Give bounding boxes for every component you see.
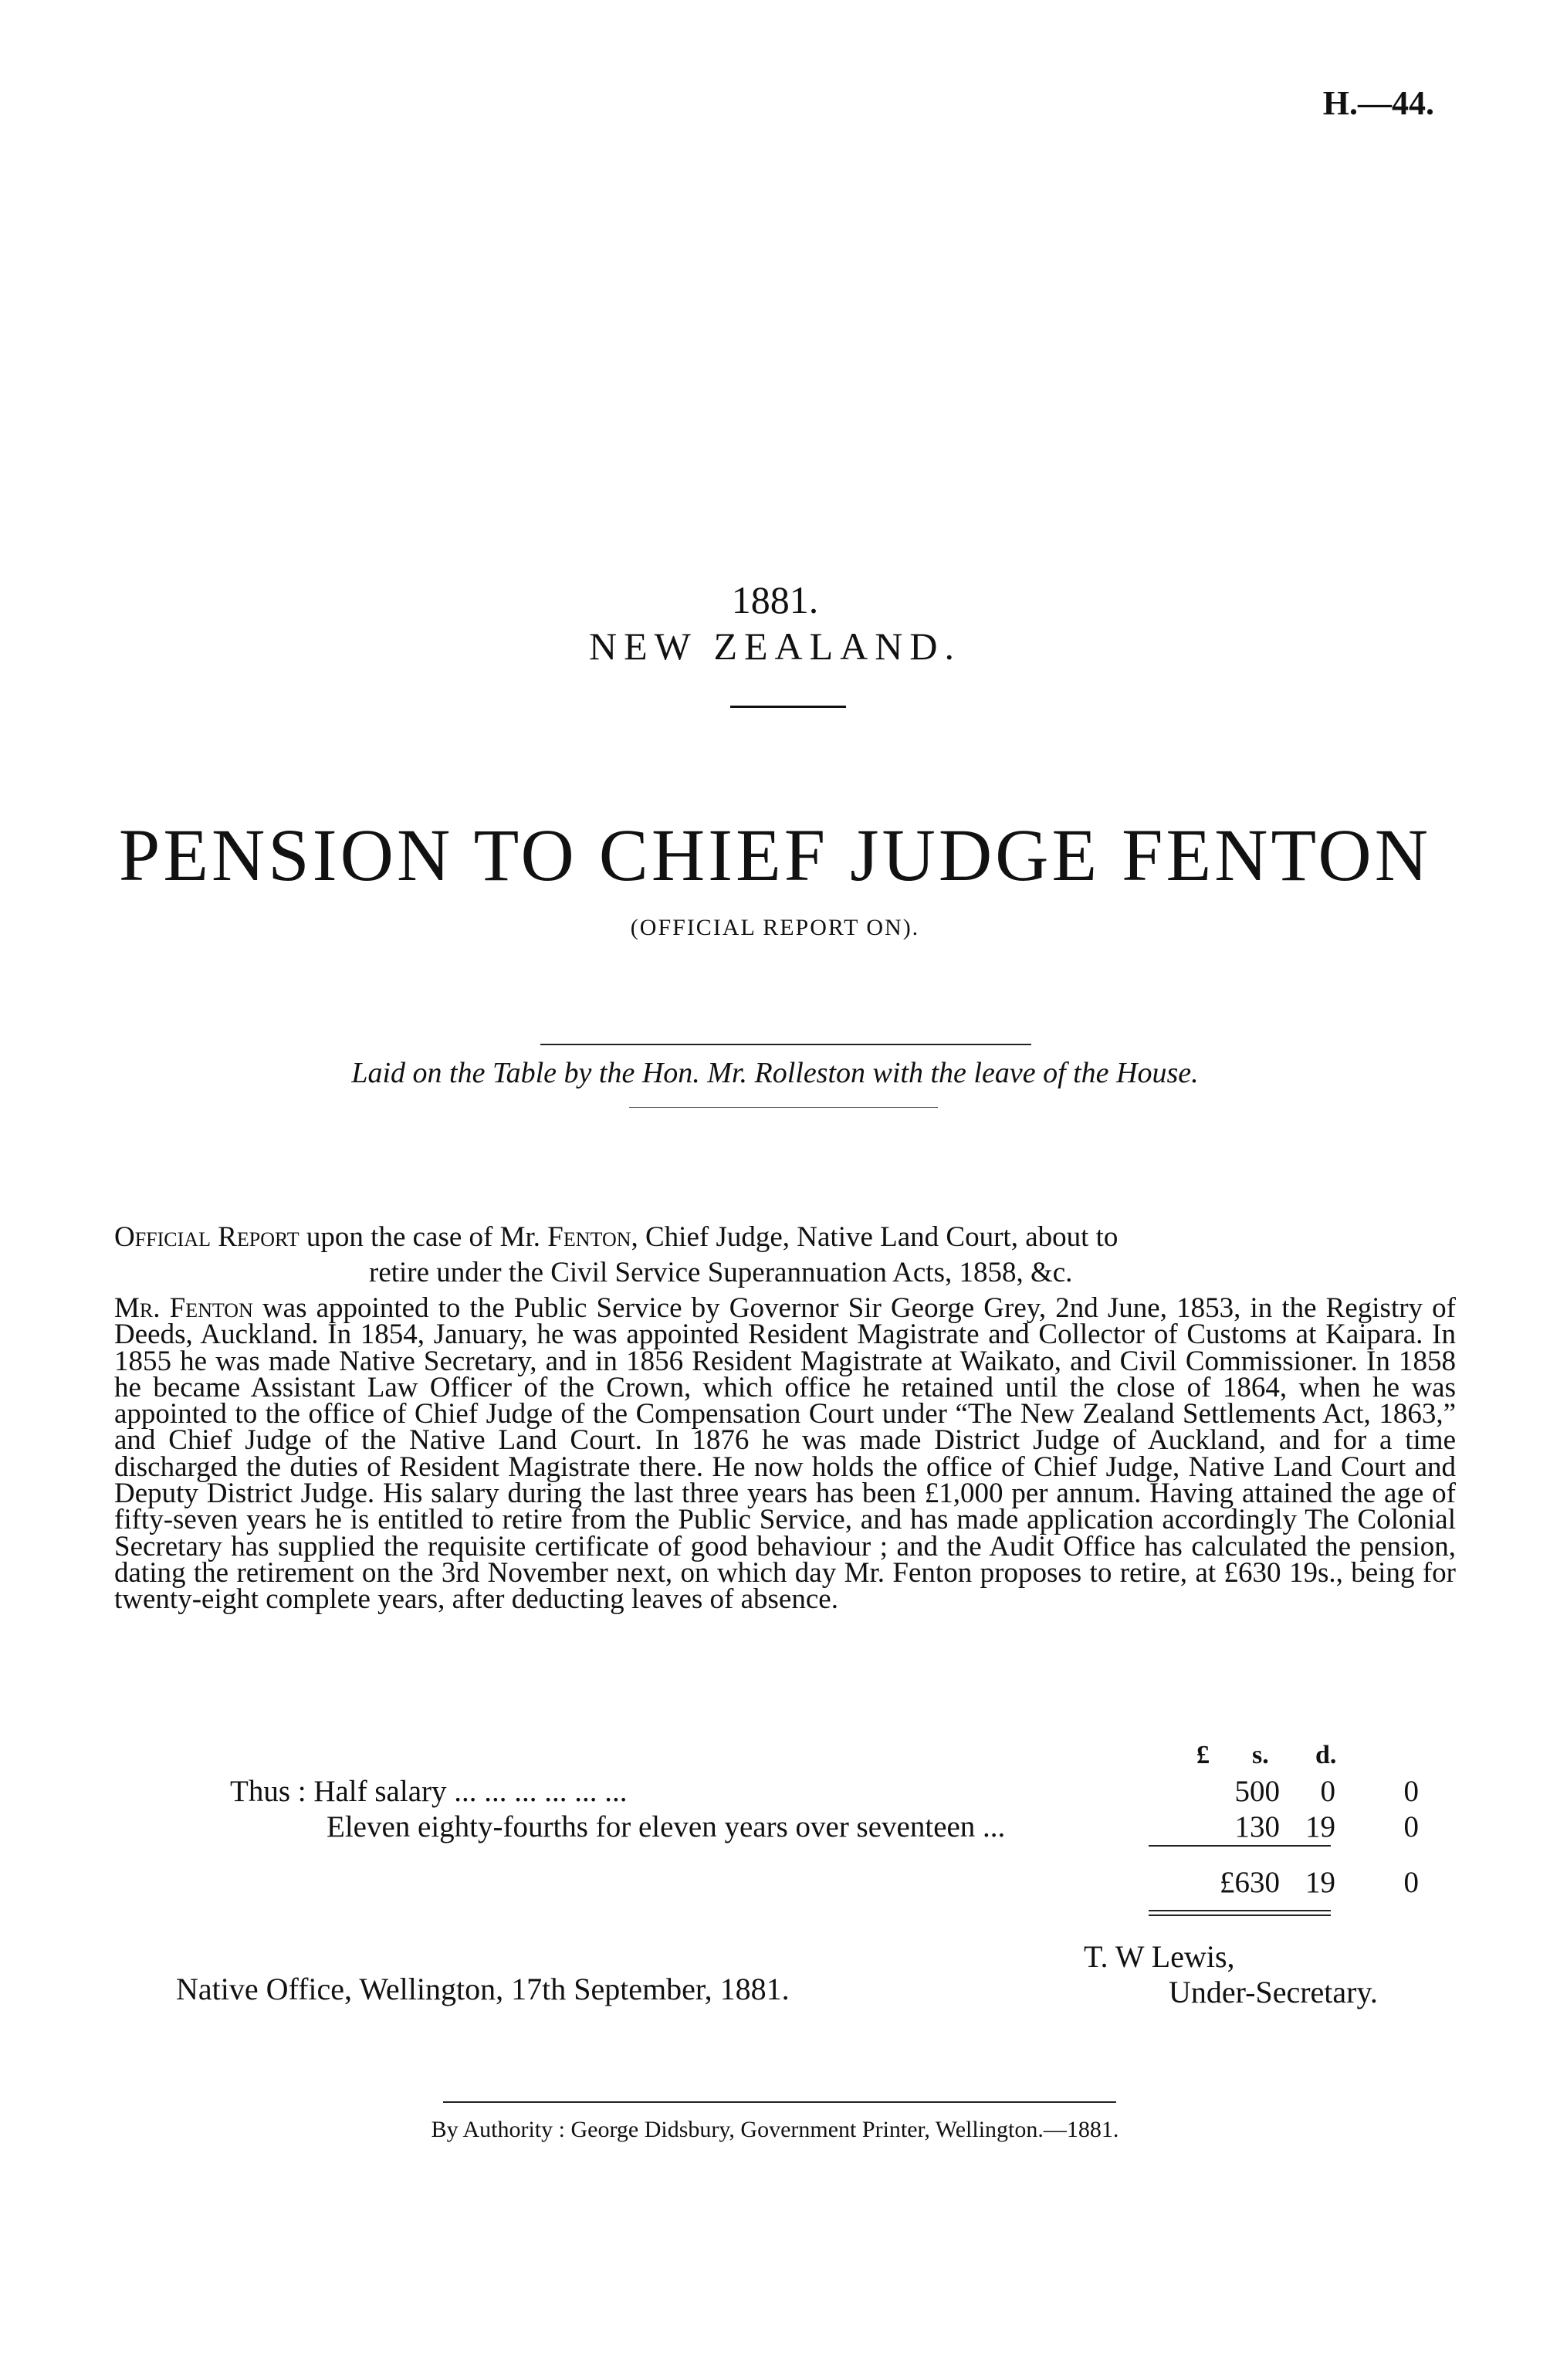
calc-row-shillings: 19 bbox=[1305, 1810, 1335, 1843]
heading-text-end: , Chief Judge, Native Land Court, about to bbox=[631, 1221, 1119, 1253]
printer-imprint: By Authority : George Didsbury, Government Printer, Wellington.—1881. bbox=[431, 2117, 1119, 2142]
body-lead: Mr. Fenton bbox=[114, 1292, 253, 1324]
calc-row-label: Thus : Half salary ... ... ... ... ... ... bbox=[230, 1775, 628, 1808]
heading-text: upon the case of Mr. bbox=[299, 1221, 548, 1253]
body-text: was appointed to the Public Service by Governor Sir George Grey, 2nd June, 1853, in the Registry of Deeds, Auckland. In 1854, January, he was appointed Resident Magistrate and Collector of Customs at Kaipara. In 1855 he was made Native Secretary, and in 1856 Resident Magistrate at Waikato, and Civil Commissioner. In 1858 he became Assistant Law Officer of the Crown, which office he retained until the close of 1864, when he was appointed to the office of Chief Judge of the Compensation Court under “The New Zealand Settlements Act, 1863,” and Chief Judge of the Native Land Court. In 1876 he was made District Judge of Auckland, and for a time discharged the duties of Resident Magistrate there. He now holds the office of Chief Judge, Native Land Court and Deputy District Judge. His salary during the last three years has been £1,000 per annum. Having attained the age of fifty-seven years he is entitled to retire from the Public Service, and has made application accordingly The Colonial Secretary has supplied the requisite certificate of good behaviour ; and the Audit Office has calculated the pension, dating the retirement on the 3rd November next, on which day Mr. Fenton proposes to retire, at £630 19s., being for twenty-eight complete years, after deducting leaves of absence. bbox=[114, 1292, 1456, 1616]
shillings-header: s. bbox=[1252, 1741, 1269, 1769]
pence-header: d. bbox=[1315, 1741, 1337, 1769]
laid-rule-bottom bbox=[629, 1107, 938, 1108]
title-divider bbox=[730, 706, 846, 708]
calc-row-eleven-eighty-fourths bbox=[114, 1810, 1457, 1843]
signature-block bbox=[1084, 1939, 1378, 2010]
calc-row-pounds: 130 bbox=[1234, 1810, 1280, 1843]
document-reference: H.—44. bbox=[1322, 84, 1434, 122]
total-double-rule bbox=[1149, 1910, 1331, 1916]
heading-line-2: retire under the Civil Service Superannuation Acts, 1858, &c. bbox=[369, 1257, 1073, 1288]
page-title: PENSION TO CHIEF JUDGE FENTON bbox=[118, 814, 1432, 896]
signer-title: Under-Secretary. bbox=[1169, 1975, 1378, 2009]
calc-row-pence: 0 bbox=[1403, 1810, 1419, 1843]
signer-name: T. W Lewis, bbox=[1084, 1939, 1235, 1974]
calc-row-pounds: 500 bbox=[1234, 1775, 1280, 1808]
cover-country: NEW ZEALAND. bbox=[589, 625, 961, 668]
total-rule bbox=[1149, 1845, 1331, 1847]
calc-total-row bbox=[114, 1865, 1457, 1899]
report-heading bbox=[114, 1220, 1457, 1291]
cover-year: 1881. bbox=[731, 578, 819, 621]
calc-row-half-salary bbox=[114, 1774, 1457, 1808]
heading-prefix: Official Report bbox=[114, 1221, 300, 1253]
calc-row-pence: 0 bbox=[1403, 1775, 1419, 1808]
laid-on-table-note: Laid on the Table by the Hon. Mr. Rolleston with the leave of the House. bbox=[351, 1057, 1199, 1089]
calc-row-shillings: 0 bbox=[1320, 1775, 1335, 1808]
page-subtitle: (OFFICIAL REPORT ON). bbox=[630, 915, 920, 940]
total-shillings: 19 bbox=[1305, 1866, 1335, 1899]
report-body bbox=[114, 1292, 1456, 1616]
place-and-date: Native Office, Wellington, 17th September, 1881. bbox=[176, 1972, 790, 2006]
imprint-rule bbox=[443, 2101, 1116, 2103]
laid-rule-top bbox=[540, 1044, 1031, 1045]
total-pounds: £630 bbox=[1220, 1866, 1280, 1899]
total-pence: 0 bbox=[1403, 1866, 1419, 1899]
pounds-header: £ bbox=[1196, 1741, 1210, 1769]
calc-row-label: Eleven eighty-fourths for eleven years over seventeen ... bbox=[327, 1810, 1006, 1843]
heading-name: Fenton bbox=[547, 1221, 631, 1253]
